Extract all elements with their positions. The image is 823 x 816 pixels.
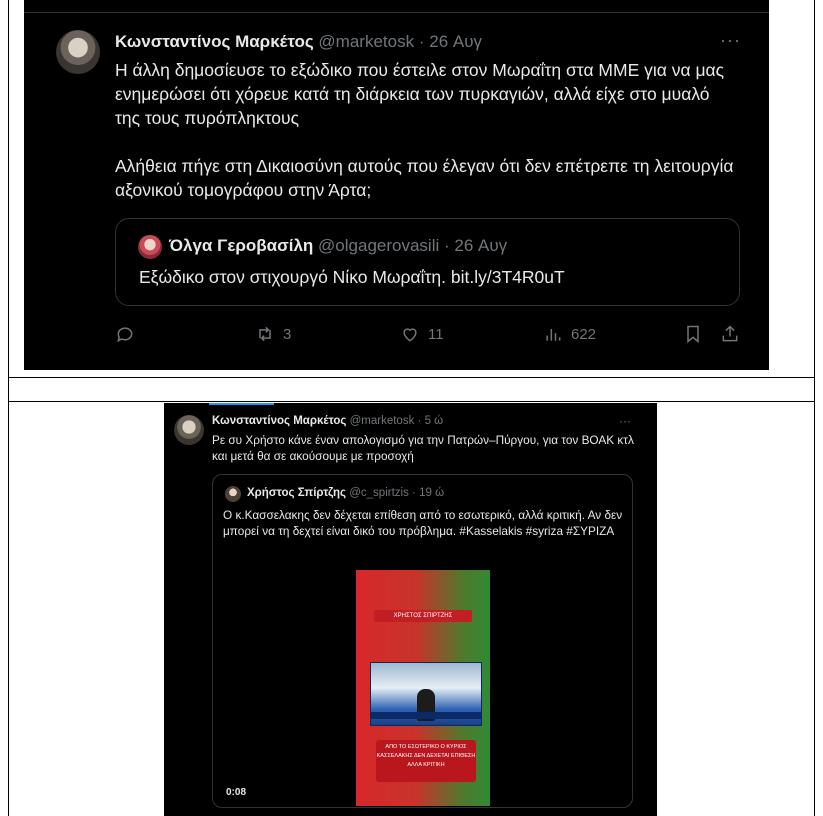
avatar[interactable] [174, 415, 204, 445]
tweet-date[interactable]: 26 Αυγ [429, 32, 483, 51]
bookmark-icon [683, 324, 703, 344]
table-border-right [814, 0, 815, 816]
tweet-header [212, 415, 443, 427]
video-caption: ΑΠΟ ΤΟ ΕΣΩΤΕΡΙΚΟ Ο ΚΥΡΙΟΣ ΚΑΣΣΕΛΑΚΗΣ ΔΕΝ ΔΕΧΕΤΑΙ ΕΠΙΘΕΣΗ ΑΛΛΑ ΚΡΙΤΙΚΗ [376, 740, 476, 782]
tweet-actions [115, 320, 745, 348]
like-count: 11 [428, 325, 444, 343]
quoted-tweet[interactable] [115, 218, 740, 306]
quoted-tweet-text: Ο κ.Κασσελακης δεν δέχεται επίθεση από το εσωτερικό, αλλά κριτική. Αν δεν μπορεί να τη δεχτεί είναι δικό του πρόβλημα. #Kasselakis #syriza #ΣΥΡΙΖΑ [223, 508, 623, 538]
quoted-author-handle[interactable]: @olgagerovasili [318, 236, 440, 255]
quoted-tweet-header [247, 487, 444, 499]
avatar[interactable] [138, 235, 162, 259]
views-icon [543, 324, 563, 344]
share-button[interactable] [720, 324, 740, 344]
quoted-author-name[interactable]: Όλγα Γεροβασίλη [169, 236, 314, 255]
heart-icon [400, 324, 420, 344]
quoted-tweet-text: Εξώδικο στον στιχουργό Νίκο Μωραΐτη. bit.ly/3T4R0uT [139, 267, 565, 287]
timeline-divider [24, 12, 769, 13]
reply-icon [115, 324, 135, 344]
video-tv-frame [370, 662, 482, 726]
share-icon [720, 324, 740, 344]
tweet-paragraph-2: Αλήθεια πήγε στη Δικαιοσύνη αυτούς που έλεγαν ότι δεν επέτρεπε τη λειτουργία αξονικού τομογράφου στην Άρτα; [115, 156, 734, 200]
retweet-count: 3 [283, 325, 292, 343]
quoted-tweet[interactable] [212, 474, 633, 808]
separator: · [444, 236, 450, 255]
separator: · [412, 487, 416, 499]
more-options-icon[interactable]: ··· [619, 414, 631, 428]
views-count: 622 [571, 325, 597, 343]
tweet-paragraph-1: Η άλλη δημοσίευσε το εξώδικο που έστειλε στον Μωραΐτη στα ΜΜΕ για να μας ενημερώσει ότι χόρευε κατά τη διάρκεια των πυρκαγιών, αλλά είχε στο μυαλό της τους πυρόπληκτους [115, 60, 725, 128]
video-duration: 0:08 [226, 787, 247, 798]
quoted-tweet-header [169, 236, 507, 256]
more-options-icon[interactable]: ··· [720, 30, 741, 50]
tweet-screenshot-1 [24, 0, 769, 370]
tweet-screenshot-2 [164, 403, 657, 816]
separator: · [418, 32, 425, 51]
author-handle[interactable]: @marketosk [349, 415, 415, 427]
tv-ticker [371, 712, 481, 719]
reply-button[interactable] [115, 324, 135, 344]
avatar[interactable] [56, 30, 100, 74]
author-name[interactable]: Κωνσταντίνος Μαρκέτος [115, 32, 314, 51]
avatar[interactable] [225, 486, 241, 502]
tweet-header [115, 32, 482, 52]
table-row-divider-2 [8, 401, 815, 402]
retweet-icon [255, 324, 275, 344]
tweet-text [115, 58, 735, 226]
table-row-divider-1 [8, 377, 815, 378]
video-player[interactable] [356, 570, 490, 806]
author-name[interactable]: Κωνσταντίνος Μαρκέτος [212, 415, 347, 427]
author-handle[interactable]: @marketosk [318, 32, 415, 51]
quoted-author-name[interactable]: Χρήστος Σπίρτζης [247, 487, 347, 499]
separator: · [417, 415, 422, 427]
tweet-text: Ρε συ Χρήστο κάνε έναν απολογισμό για την Πατρών–Πύργου, για τον ΒΟΑΚ κτλ και μετά θα σε ακούσουμε με προσοχή [212, 433, 634, 463]
table-border-left [8, 0, 9, 816]
views-button[interactable] [543, 324, 596, 344]
video-name-banner: ΧΡΗΣΤΟΣ ΣΠΙΡΤΖΗΣ [374, 610, 472, 622]
tweet-date[interactable]: 5 ώ [424, 415, 444, 427]
quoted-tweet-date[interactable]: 26 Αυγ [454, 236, 508, 255]
quoted-tweet-date[interactable]: 19 ώ [419, 487, 445, 499]
like-button[interactable] [400, 324, 444, 344]
quoted-author-handle[interactable]: @c_spirtzis [349, 487, 409, 499]
bookmark-button[interactable] [683, 324, 703, 344]
retweet-button[interactable] [255, 324, 291, 344]
tab-indicator [209, 403, 274, 405]
